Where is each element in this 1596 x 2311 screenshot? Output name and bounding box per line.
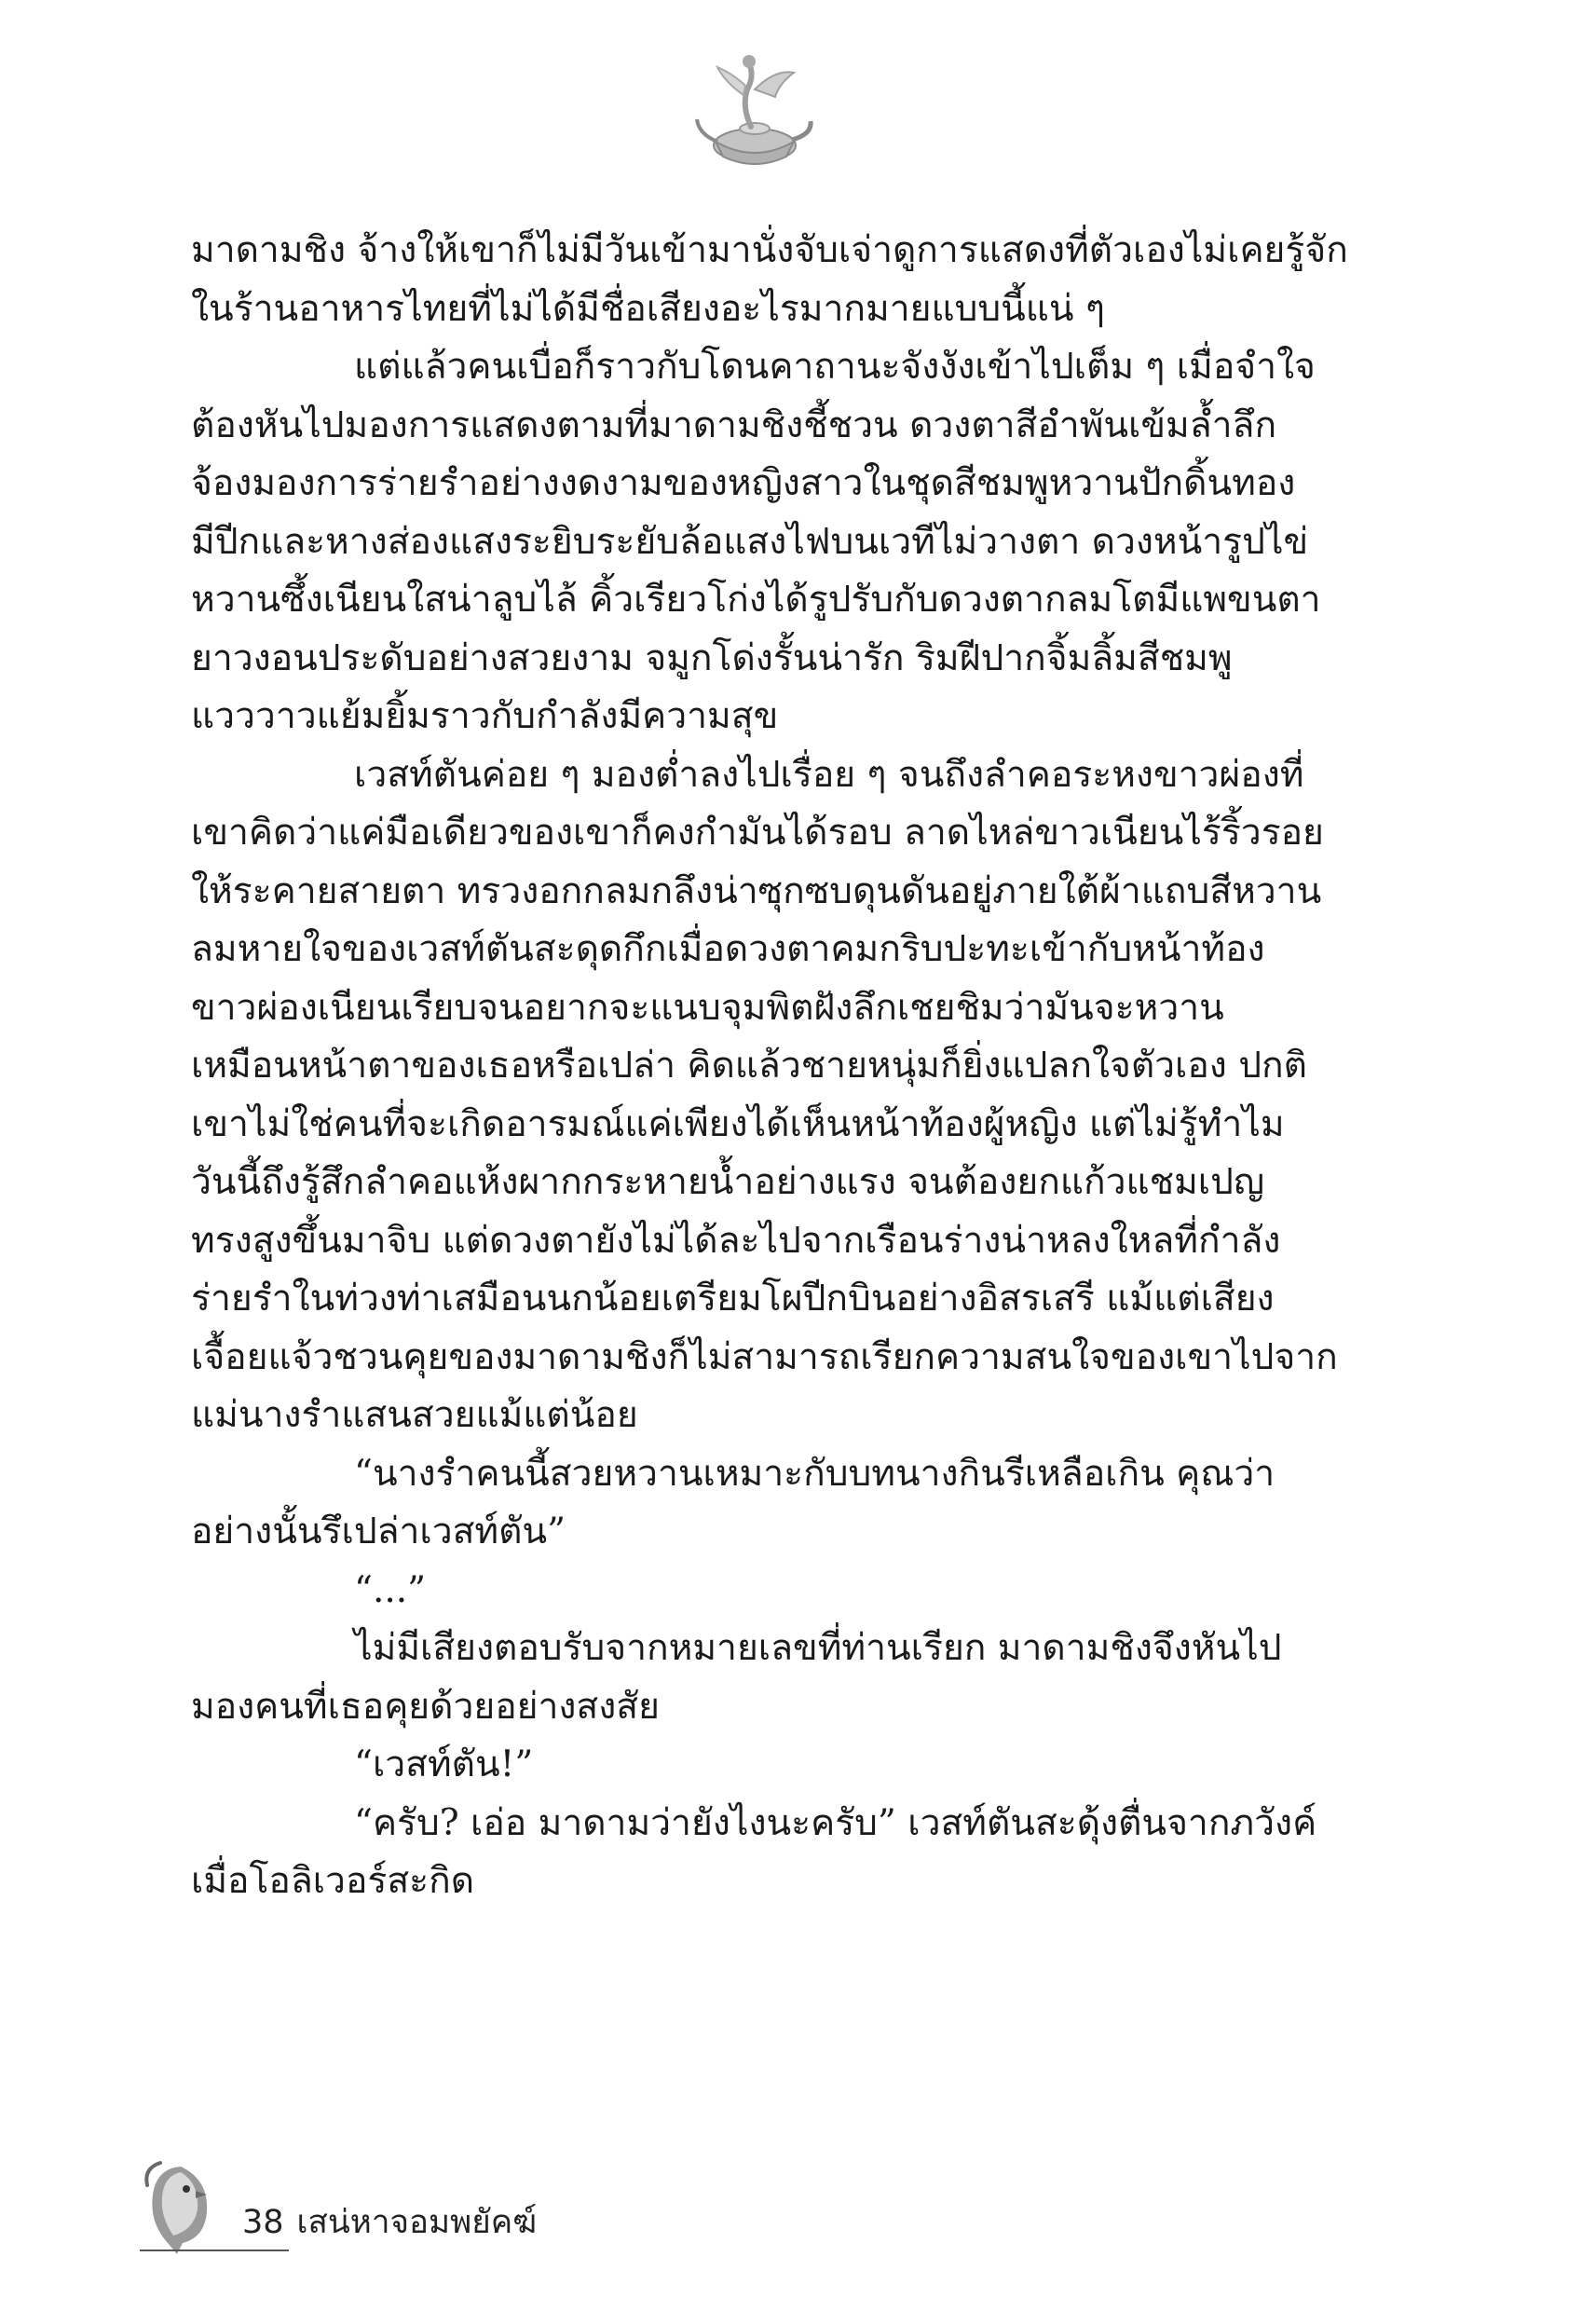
text-line: แต่แล้วคนเบื่อก็ราวกับโดนคาถานะจังงังเข้าไปเต็ม ๆ เมื่อจำใจ (354, 346, 1316, 388)
bird-icon (140, 2157, 224, 2269)
text-line: “นางรำคนนี้สวยหวานเหมาะกับบทนางกินรีเหลือเกิน คุณว่า (354, 1452, 1275, 1495)
text-line: ไม่มีเสียงตอบรับจากหมายเลขที่ท่านเรียก มาดามชิงจึงหันไป (354, 1627, 1282, 1669)
page-footer (140, 2157, 538, 2278)
footer-label (242, 2196, 550, 2248)
text-line: ให้ระคายสายตา ทรวงอกกลมกลึงน่าซุกซบดุนดันอยู่ภายใต้ผ้าแถบสีหวาน (191, 869, 1322, 912)
text-line: แม่นางรำแสนสวยแม้แต่น้อย (191, 1394, 638, 1436)
text-line: เหมือนหน้าตาของเธอหรือเปล่า คิดแล้วชายหนุ่มก็ยิ่งแปลกใจตัวเอง ปกติ (191, 1045, 1307, 1087)
text-line: แวววาวแย้มยิ้มราวกับกำลังมีความสุข (191, 695, 779, 737)
book-title: เสน่หาจอมพยัคฆ์ (296, 2204, 538, 2241)
text-line: มองคนที่เธอคุยด้วยอย่างสงสัย (191, 1685, 660, 1728)
page-number: 38 (242, 2204, 284, 2241)
text-line: หวานซึ้งเนียนใสน่าลูบไล้ คิ้วเรียวโก่งได้รูปรับกับดวงตากลมโตมีแพขนตา (191, 579, 1321, 621)
text-line: เวสท์ตันค่อย ๆ มองต่ำลงไปเรื่อย ๆ จนถึงลำคอระหงขาวผ่องที่ (354, 753, 1304, 796)
text-line: จ้องมองการร่ายรำอย่างงดงามของหญิงสาวในชุดสีชมพูหวานปักดิ้นทอง (191, 462, 1296, 504)
footer-divider (140, 2249, 289, 2251)
text-line: “เวสท์ตัน!” (354, 1744, 534, 1785)
text-line: ขาวผ่องเนียนเรียบจนอยากจะแนบจุมพิตฝังลึกเชยชิมว่ามันจะหวาน (191, 986, 1224, 1029)
text-line: วันนี้ถึงรู้สึกลำคอแห้งผากกระหายน้ำอย่างแรง จนต้องยกแก้วแชมเปญ (191, 1161, 1265, 1203)
text-line: ร่ายรำในท่วงท่าเสมือนนกน้อยเตรียมโผปีกบินอย่างอิสรเสรี แม้แต่เสียง (191, 1278, 1275, 1320)
text-line: ลมหายใจของเวสท์ตันสะดุดกึกเมื่อดวงตาคมกริบปะทะเข้ากับหน้าท้อง (191, 928, 1265, 970)
text-line: อย่างนั้นรึเปล่าเวสท์ตัน” (191, 1511, 566, 1552)
body-text (191, 222, 1348, 1911)
text-line: ยาวงอนประดับอย่างสวยงาม จมูกโด่งรั้นน่ารัก ริมฝีปากจิ้มลิ้มสีชมพู (191, 636, 1233, 679)
text-line: ในร้านอาหารไทยที่ไม่ได้มีชื่อเสียงอะไรมากมายแบบนี้แน่ ๆ (191, 287, 1105, 330)
text-line: ต้องหันไปมองการแสดงตามที่มาดามชิงชี้ชวน ดวงตาสีอำพันเข้มล้ำลึก (191, 403, 1277, 446)
text-line: “...” (354, 1568, 427, 1611)
text-line: ทรงสูงขึ้นมาจิบ แต่ดวงตายังไม่ได้ละไปจากเรือนร่างน่าหลงใหลที่กำลัง (191, 1219, 1281, 1262)
text-line: เจื้อยแจ้วชวนคุยของมาดามชิงก็ไม่สามารถเรียกความสนใจของเขาไปจาก (191, 1335, 1338, 1378)
text-line: “ครับ? เอ่อ มาดามว่ายังไงนะครับ” เวสท์ตันสะดุ้งตื่นจากภวังค์ (354, 1801, 1317, 1844)
text-line: มาดามชิง จ้างให้เขาก็ไม่มีวันเข้ามานั่งจับเจ่าดูการแสดงที่ตัวเองไม่เคยรู้จัก (191, 229, 1348, 271)
text-line: มีปีกและหางส่องแสงระยิบระยับล้อแสงไฟบนเวทีไม่วางตา ดวงหน้ารูปไข่ (191, 520, 1309, 563)
text-line: เขาคิดว่าแค่มือเดียวของเขาก็คงกำมันได้รอบ ลาดไหล่ขาวเนียนไร้ริ้วรอย (191, 812, 1324, 854)
text-line: เขาไม่ใช่คนที่จะเกิดอารมณ์แค่เพียงได้เห็นหน้าท้องผู้หญิง แต่ไม่รู้ทำไม (191, 1102, 1285, 1145)
text-line: เมื่อโอลิเวอร์สะกิด (191, 1860, 475, 1902)
kinnaree-lamp-ornament-icon (689, 45, 820, 175)
